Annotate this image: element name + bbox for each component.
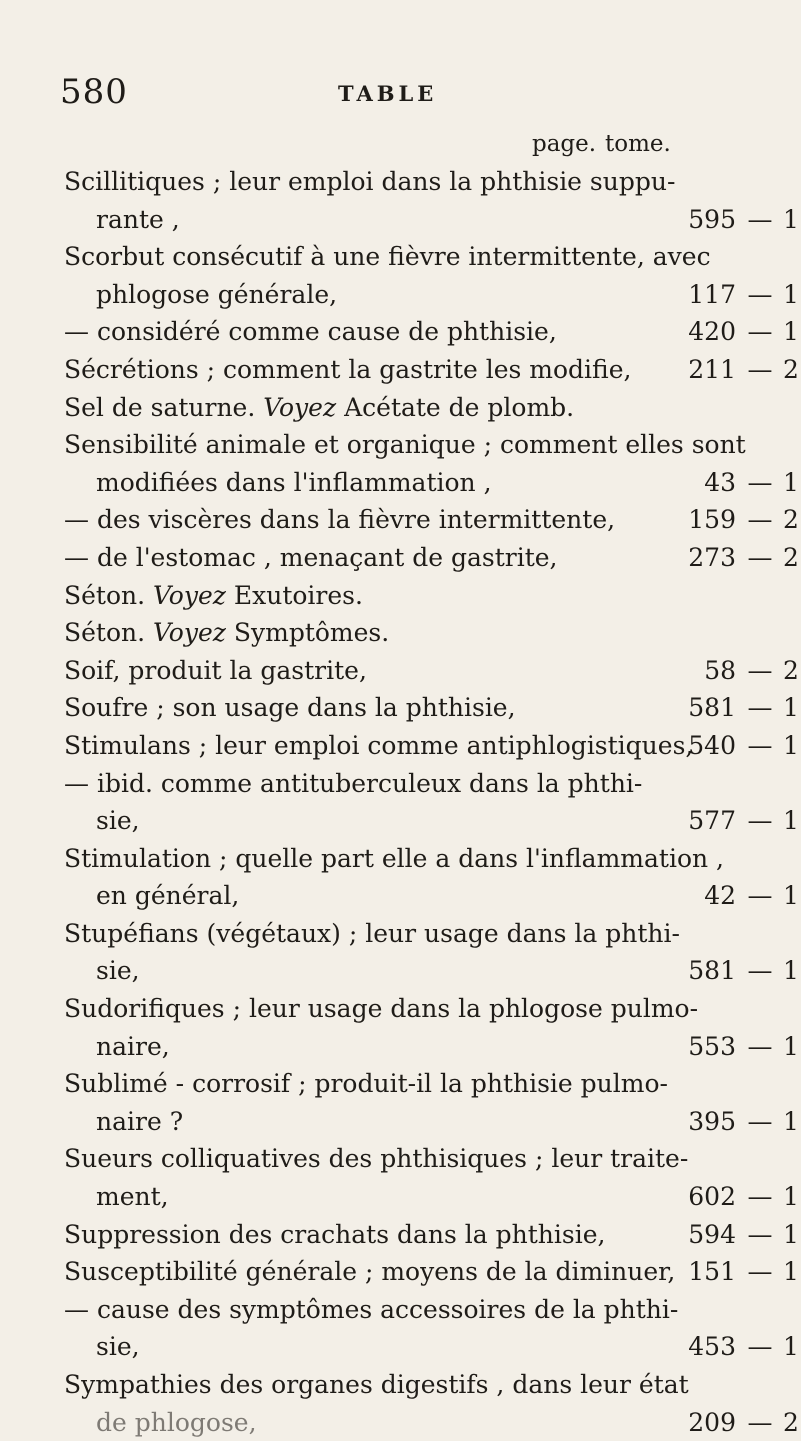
index-line — [64, 1178, 799, 1216]
entry-tome: 1 — [783, 279, 799, 309]
entry-text: — cause des symptômes accessoires de la phthi- — [64, 1294, 679, 1324]
entry-dash: — — [747, 1219, 773, 1249]
entry-text: de phlogose, — [96, 1407, 257, 1437]
entry-tome: 2 — [783, 655, 799, 685]
entry-dash: — — [747, 956, 773, 986]
index-line — [64, 952, 799, 990]
entry-text: Sueurs colliquatives des phthisiques ; leur traite- — [64, 1144, 689, 1174]
entry-text: Sensibilité animale et organique ; comment elles sont — [64, 430, 746, 460]
index-line — [64, 1065, 774, 1103]
entry-tome: 1 — [783, 1106, 799, 1136]
entry-dash: — — [747, 467, 773, 497]
index-line — [64, 1366, 774, 1404]
entry-dash: — — [747, 204, 773, 234]
entry-text: naire, — [96, 1031, 170, 1061]
entry-dash: — — [747, 1332, 773, 1362]
entry-text: rante , — [96, 204, 180, 234]
entry-text: Sel de saturne. Voyez Acétate de plomb. — [64, 392, 575, 422]
index-line — [64, 501, 799, 539]
entry-text: Stupéfians (végétaux) ; leur usage dans la phthi- — [64, 918, 680, 948]
entry-dash: — — [747, 279, 773, 309]
entry-tome: 2 — [783, 505, 799, 535]
entry-page: 43 — [704, 467, 736, 497]
entry-text: en général, — [96, 881, 240, 911]
column-header-tome: tome. — [605, 131, 671, 157]
running-head: TABLE — [338, 81, 438, 106]
index-line — [64, 1404, 799, 1441]
index-line — [64, 614, 774, 652]
entry-text: — de l'estomac , menaçant de gastrite, — [64, 542, 558, 572]
entry-tome: 1 — [783, 1219, 799, 1249]
entry-dash: — — [747, 542, 773, 572]
entry-dash: — — [747, 1106, 773, 1136]
entry-text: Séton. Voyez Symptômes. — [64, 618, 390, 648]
entry-page: 159 — [688, 505, 736, 535]
entry-text: — des viscères dans la fièvre intermittente, — [64, 505, 616, 535]
entry-page: 453 — [688, 1332, 736, 1362]
index-line — [64, 163, 774, 201]
entry-page: 420 — [688, 317, 736, 347]
entry-text: Sympathies des organes digestifs , dans leur état — [64, 1370, 689, 1399]
index-line — [64, 539, 799, 577]
entry-tome: 1 — [783, 1257, 799, 1287]
entry-text: Scorbut consécutif à une fièvre intermittente, avec — [64, 242, 711, 272]
index-line — [64, 238, 774, 276]
entry-text: Séton. Voyez Exutoires. — [64, 580, 363, 610]
index-line — [64, 915, 774, 953]
index-line — [64, 990, 774, 1028]
entry-text: sie, — [96, 1332, 140, 1362]
index-line — [64, 1216, 799, 1254]
entry-page: 42 — [704, 881, 736, 911]
entry-tome: 1 — [783, 806, 799, 836]
index-line — [64, 1291, 774, 1329]
index-line — [64, 652, 799, 690]
entry-page: 577 — [688, 806, 736, 836]
entry-tome: 1 — [783, 1182, 799, 1212]
entry-tome: 1 — [783, 1332, 799, 1362]
entry-dash: — — [747, 1031, 773, 1061]
index-line — [64, 765, 774, 803]
entry-dash: — — [747, 317, 773, 347]
entry-text: phlogose générale, — [96, 279, 338, 309]
entry-tome: 2 — [783, 354, 799, 384]
entry-dash: — — [747, 730, 773, 760]
entry-page: 540 — [688, 730, 736, 760]
page-number: 580 — [60, 72, 128, 112]
entry-text: Stimulans ; leur emploi comme antiphlogistiques, — [64, 730, 694, 760]
entry-dash: — — [747, 354, 773, 384]
entry-tome: 1 — [783, 1031, 799, 1061]
index-line — [64, 313, 799, 351]
index-line — [64, 1103, 799, 1141]
entry-dash: — — [747, 806, 773, 836]
index-line — [64, 276, 799, 314]
entry-page: 117 — [688, 279, 736, 309]
entry-page: 211 — [688, 354, 736, 384]
entry-tome: 1 — [783, 730, 799, 760]
entry-dash: — — [747, 881, 773, 911]
entry-page: 395 — [688, 1106, 736, 1136]
entry-dash: — — [747, 693, 773, 723]
entry-text: Stimulation ; quelle part elle a dans l'inflammation , — [64, 843, 724, 873]
index-line — [64, 426, 774, 464]
index-line — [64, 727, 799, 765]
entry-dash: — — [747, 1257, 773, 1287]
entry-tome: 2 — [783, 1407, 799, 1437]
entry-page: 595 — [688, 204, 736, 234]
entry-page: 602 — [688, 1182, 736, 1212]
entry-text: — ibid. comme antituberculeux dans la phthi- — [64, 768, 643, 798]
entry-text: Suppression des crachats dans la phthisie, — [64, 1219, 606, 1249]
entry-tome: 1 — [783, 467, 799, 497]
entry-page: 58 — [704, 655, 736, 685]
entry-dash: — — [747, 1182, 773, 1212]
index-line — [64, 689, 799, 727]
entry-page: 581 — [688, 693, 736, 723]
entry-page: 273 — [688, 542, 736, 572]
entry-text: naire ? — [96, 1106, 184, 1136]
entry-page: 581 — [688, 956, 736, 986]
entry-text: — considéré comme cause de phthisie, — [64, 317, 557, 347]
entry-page: 151 — [688, 1257, 736, 1287]
entry-text: modifiées dans l'inflammation , — [96, 467, 492, 497]
entry-tome: 1 — [783, 881, 799, 911]
entry-tome: 1 — [783, 956, 799, 986]
entry-dash: — — [747, 1407, 773, 1437]
index-line — [64, 840, 774, 878]
entry-text: ment, — [96, 1182, 169, 1212]
index-line — [64, 389, 774, 427]
entry-text: sie, — [96, 806, 140, 836]
entry-text: Soufre ; son usage dans la phthisie, — [64, 693, 516, 723]
index-line — [64, 1328, 799, 1366]
index-line — [64, 1140, 774, 1178]
entry-tome: 2 — [783, 542, 799, 572]
entry-text: Sécrétions ; comment la gastrite les modifie, — [64, 354, 632, 384]
entry-tome: 1 — [783, 204, 799, 234]
index-entries — [64, 163, 799, 1441]
entry-text: Susceptibilité générale ; moyens de la diminuer, — [64, 1257, 676, 1287]
entry-tome: 1 — [783, 693, 799, 723]
entry-page: 594 — [688, 1219, 736, 1249]
entry-page: 553 — [688, 1031, 736, 1061]
entry-tome: 1 — [783, 317, 799, 347]
entry-text: Sublimé - corrosif ; produit-il la phthisie pulmo- — [64, 1069, 668, 1099]
entry-text: Sudorifiques ; leur usage dans la phlogose pulmo- — [64, 994, 699, 1024]
index-line — [64, 577, 774, 615]
index-line — [64, 464, 799, 502]
index-line — [64, 1253, 799, 1291]
index-line — [64, 877, 799, 915]
entry-text: Scillitiques ; leur emploi dans la phthisie suppu- — [64, 167, 676, 196]
entry-dash: — — [747, 655, 773, 685]
entry-page: 209 — [688, 1407, 736, 1437]
entry-dash: — — [747, 505, 773, 535]
entry-text: Soif, produit la gastrite, — [64, 655, 367, 685]
entry-text: sie, — [96, 956, 140, 986]
index-line — [64, 1028, 799, 1066]
column-header-page: page. — [532, 131, 597, 157]
index-line — [64, 802, 799, 840]
index-line — [64, 201, 799, 239]
index-line — [64, 351, 799, 389]
